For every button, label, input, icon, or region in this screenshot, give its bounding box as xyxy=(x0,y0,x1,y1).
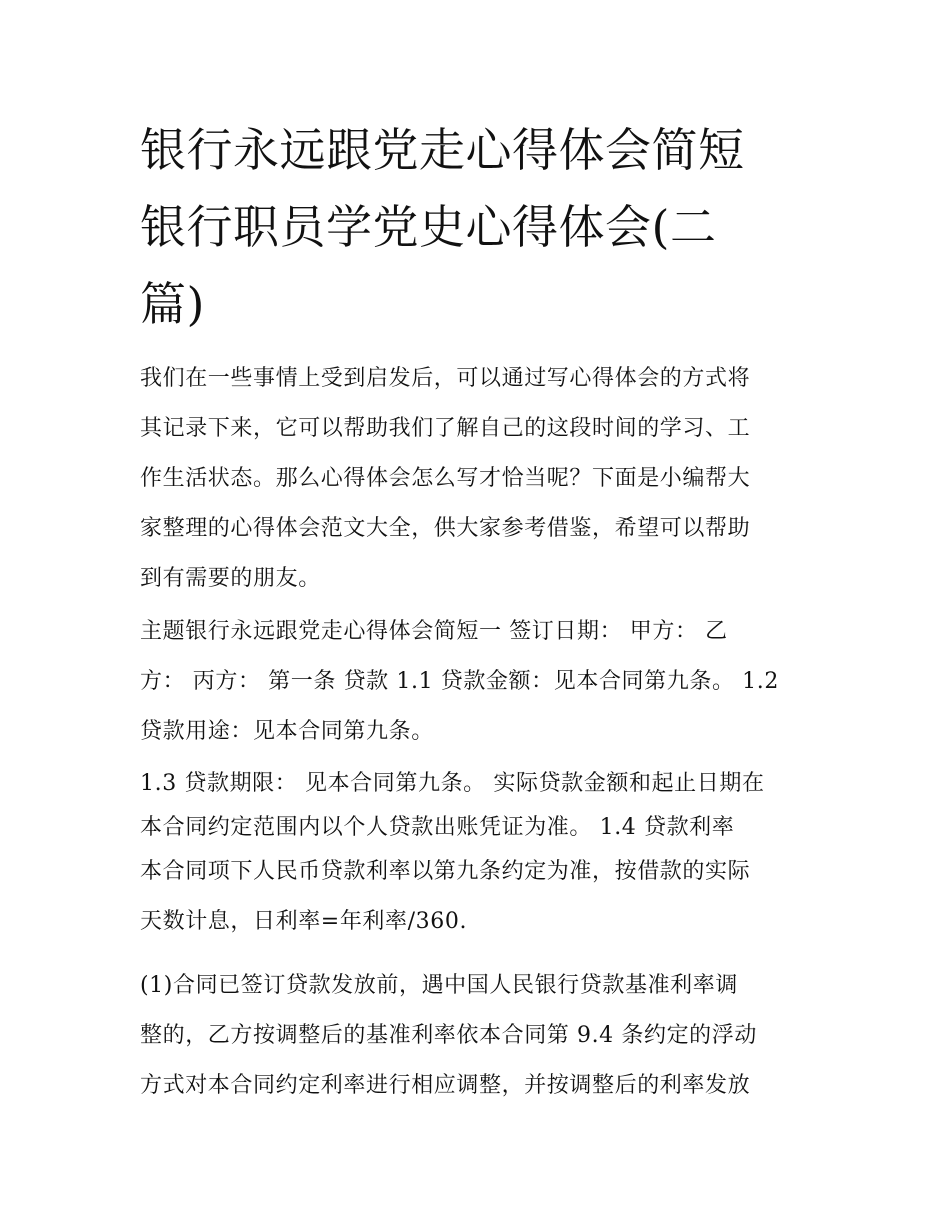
adjust-line-3: 方式对本合同约定利率进行相应调整，并按调整后的利率发放 xyxy=(140,1073,751,1098)
term-line-4: 天数计息，日利率=年利率/360. xyxy=(140,909,468,934)
intro-line-1: 我们在一些事情上受到启发后，可以通过写心得体会的方式将 xyxy=(140,366,751,391)
title-line-3: 篇) xyxy=(140,277,205,331)
adjust-line-1: (1)合同已签订贷款发放前，遇中国人民银行贷款基准利率调 xyxy=(140,973,738,998)
document-title xyxy=(140,112,820,343)
rate-adjust-paragraph xyxy=(140,961,820,1111)
loan-term-paragraph xyxy=(140,759,820,947)
intro-line-4: 家整理的心得体会范文大全，供大家参考借鉴，希望可以帮助 xyxy=(140,516,751,541)
contract-paragraph xyxy=(140,607,820,757)
intro-line-2: 其记录下来，它可以帮助我们了解自己的这段时间的学习、工 xyxy=(140,416,751,441)
adjust-line-2: 整的，乙方按调整后的基准利率依本合同第 9.4 条约定的浮动 xyxy=(140,1023,757,1048)
contract-line-3: 贷款用途：见本合同第九条。 xyxy=(140,719,434,744)
intro-line-5: 到有需要的朋友。 xyxy=(140,566,321,591)
intro-paragraph xyxy=(140,354,820,604)
term-line-1: 1.3 贷款期限： 见本合同第九条。 实际贷款金额和起止日期在 xyxy=(140,771,765,796)
term-line-3: 本合同项下人民币贷款利率以第九条约定为准，按借款的实际 xyxy=(140,859,751,884)
title-line-1: 银行永远跟党走心得体会简短 xyxy=(140,123,745,177)
intro-line-3: 作生活状态。那么心得体会怎么写才恰当呢？下面是小编帮大 xyxy=(140,466,751,491)
title-line-2: 银行职员学党史心得体会(二 xyxy=(140,200,717,254)
contract-line-1: 主题银行永远跟党走心得体会简短一 签订日期： 甲方： 乙 xyxy=(140,619,728,644)
contract-line-2: 方： 丙方： 第一条 贷款 1.1 贷款金额：见本合同第九条。 1.2 xyxy=(140,669,779,694)
term-line-2: 本合同约定范围内以个人贷款出账凭证为准。 1.4 贷款利率 xyxy=(140,815,735,840)
